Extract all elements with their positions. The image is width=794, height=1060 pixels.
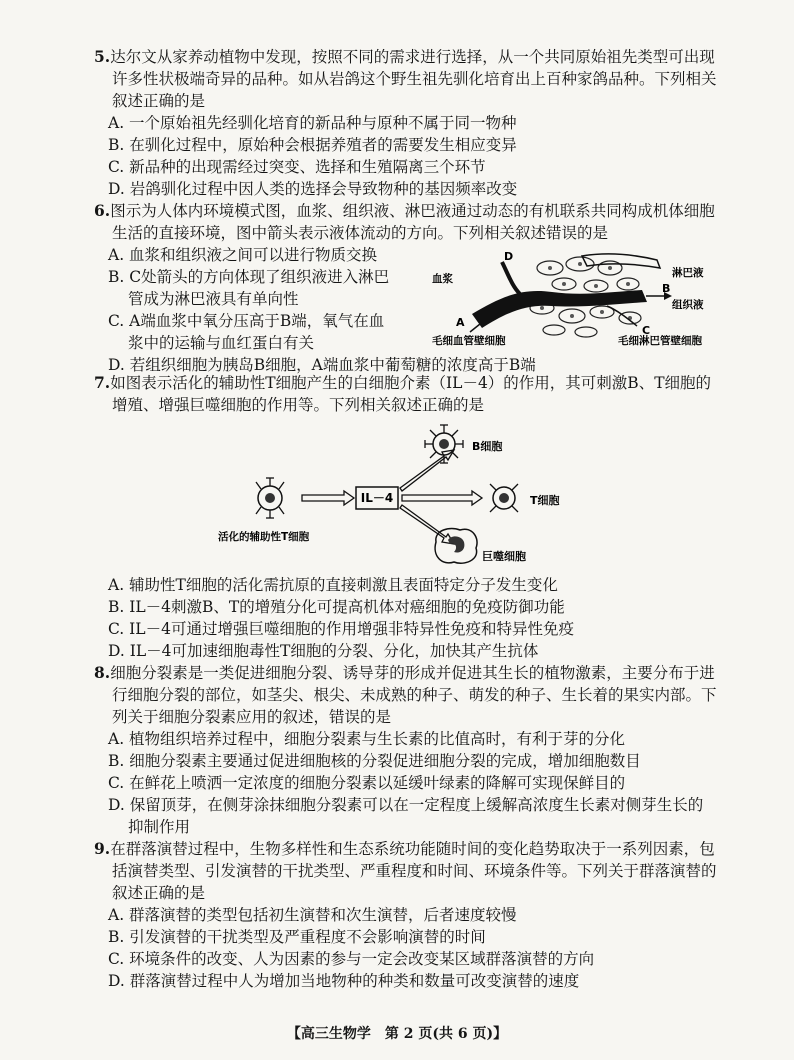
option-d: D. 保留顶芽，在侧芽涂抹细胞分裂素可以在一定程度上缓解高浓度生长素对侧芽生长的: [108, 796, 704, 814]
arrow-to-t-cell: [402, 491, 482, 505]
label-a: A: [456, 316, 465, 329]
option-a: A. 群落演替的类型包括初生演替和次生演替，后者速度较慢: [108, 906, 517, 924]
label-b-cell: B细胞: [472, 440, 503, 453]
label-d: D: [504, 250, 514, 263]
helper-t-cell: [256, 478, 284, 518]
question-stem: 在群落演替过程中，生物多样性和生态系统功能随时间的变化趋势取决于一系列因素，包括演替类型、引发演替的干扰类型、严重程度和时间、环境条件等。下列关于群落演替的叙述正确的是: [110, 840, 717, 902]
arrow-to-b-cell: [400, 450, 454, 491]
option-c: C. 环境条件的改变、人为因素的参与一定会改变某区域群落演替的方向: [108, 950, 595, 968]
option-a: A. 一个原始祖先经驯化培育的新品种与原种不属于同一物种: [108, 114, 517, 132]
option-b: B. 细胞分裂素主要通过促进细胞核的分裂促进细胞分裂的完成，增加细胞数目: [108, 752, 641, 770]
question-7: [94, 372, 722, 416]
option-d: D. IL－4可加速细胞毒性T细胞的分裂、分化，加快其产生抗体: [108, 642, 539, 660]
label-capillary-wall: 毛细血管壁细胞: [432, 335, 506, 346]
option-d: D. 群落演替过程中人为增加当地物种的种类和数量可改变演替的速度: [108, 972, 580, 990]
question-5: [94, 46, 722, 200]
b-cell: [425, 425, 463, 463]
blood-capillary: [472, 290, 647, 328]
question-8: [94, 662, 722, 838]
arrow-to-il4: [302, 491, 354, 505]
label-c: C: [642, 324, 651, 337]
option-d-continued: 抑制作用: [128, 818, 191, 836]
question-9: [94, 838, 722, 992]
option-c: C. A端血浆中氧分压高于B端，氧气在血: [108, 312, 385, 330]
option-a: A. 植物组织培养过程中，细胞分裂素与生长素的比值高时，有利于芽的分化: [108, 730, 626, 748]
label-il4: IL－4: [360, 491, 394, 505]
option-d: D. 若组织细胞为胰岛B细胞，A端血浆中葡萄糖的浓度高于B端: [108, 356, 536, 374]
label-plasma: 血浆: [432, 273, 453, 285]
question-7-options: [94, 574, 722, 662]
option-a: A. 辅助性T细胞的活化需抗原的直接刺激且表面特定分子发生变化: [108, 576, 558, 594]
question-number: 7.: [94, 373, 111, 392]
option-a: A. 血浆和组织液之间可以进行物质交换: [108, 246, 378, 264]
label-lymph: 淋巴液: [672, 267, 704, 279]
page-footer: 【高三生物学 第 2 页(共 6 页)】: [286, 1026, 508, 1042]
option-c: C. 新品种的出现需经过突变、选择和生殖隔离三个环节: [108, 158, 486, 176]
il4-figure: [214, 416, 574, 572]
label-lymph-wall: 毛细淋巴管壁细胞: [618, 335, 702, 346]
question-number: 9.: [94, 839, 111, 858]
option-b: B. 在驯化过程中，原始种会根据养殖者的需要发生相应变异: [108, 136, 517, 154]
question-stem: 达尔文从家养动植物中发现，按照不同的需求进行选择，从一个共同原始祖先类型可出现许多性状极端奇异的品种。如从岩鸽这个野生祖先驯化培育出上百种家鸽品种。下列相关叙述正确的是: [110, 48, 717, 110]
label-tissue-fluid: 组织液: [672, 299, 704, 311]
question-stem: 细胞分裂素是一类促进细胞分裂、诱导芽的形成并促进其生长的植物激素，主要分布于进行细胞分裂的部位，如茎尖、根尖、未成熟的种子、萌发的种子、生长着的果实内部。下列关于细胞分裂素应用的叙述，错误的是: [110, 664, 717, 726]
option-b-continued: 管成为淋巴液具有单向性: [128, 290, 299, 308]
t-cell: [490, 484, 518, 512]
label-macrophage: 巨噬细胞: [482, 550, 526, 563]
option-c: C. 在鲜花上喷洒一定浓度的细胞分裂素以延缓叶绿素的降解可实现保鲜目的: [108, 774, 626, 792]
question-number: 6.: [94, 201, 111, 220]
question-number: 5.: [94, 47, 111, 66]
option-c: C. IL－4可通过增强巨噬细胞的作用增强非特异性免疫和特异性免疫: [108, 620, 574, 638]
label-b: B: [662, 282, 671, 295]
option-d: D. 岩鸽驯化过程中因人类的选择会导致物种的基因频率改变: [108, 180, 518, 198]
option-b: B. IL－4刺激B、T的增殖分化可提高机体对癌细胞的免疫防御功能: [108, 598, 565, 616]
label-t-cell: T细胞: [530, 494, 560, 507]
question-stem: 图示为人体内环境模式图，血浆、组织液、淋巴液通过动态的有机联系共同构成机体细胞生活的直接环境，图中箭头表示液体流动的方向。下列相关叙述错误的是: [110, 202, 715, 242]
question-number: 8.: [94, 663, 111, 682]
option-b: B. C处箭头的方向体现了组织液进入淋巴: [108, 268, 390, 286]
question-stem: 如图表示活化的辅助性T细胞产生的白细胞介素（IL－4）的作用，其可刺激B、T细胞的增殖、增强巨噬细胞的作用等。下列相关叙述正确的是: [110, 374, 712, 414]
option-c-continued: 浆中的运输与血红蛋白有关: [128, 334, 315, 352]
option-b: B. 引发演替的干扰类型及严重程度不会影响演替的时间: [108, 928, 486, 946]
label-helper-t-cell: 活化的辅助性T细胞: [218, 531, 310, 543]
internal-environment-figure: [432, 246, 732, 346]
arrow-to-macrophage: [400, 505, 454, 544]
capillary-branch: [502, 262, 520, 294]
